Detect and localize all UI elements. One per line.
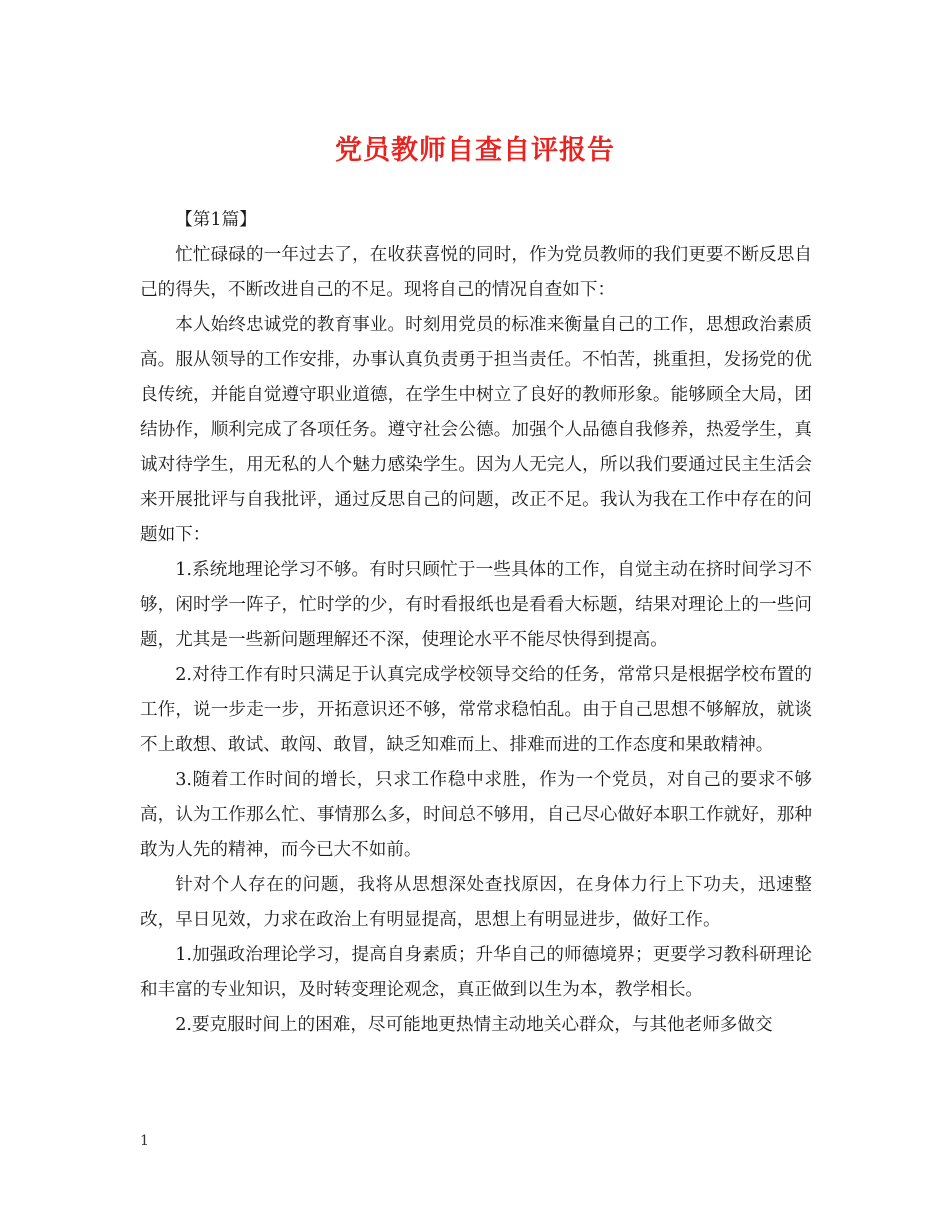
paragraph: 本人始终忠诚党的教育事业。时刻用党员的标准来衡量自己的工作，思想政治素质高。服从领导的工作安排，办事认真负责勇于担当责任。不怕苦，挑重担，发扬党的优良传统，并能自觉遵守职业道德，在学生中树立了良好的教师形象。能够顾全大局，团结协作，顺利完成了各项任务。遵守社会公德。加强个人品德自我修养，热爱学生，真诚对待学生，用无私的人个魅力感染学生。因为人无完人，所以我们要通过民主生活会来开展批评与自我批评，通过反思自己的问题，改正不足。我认为我在工作中存在的问题如下：: [140, 315, 812, 545]
paragraph: 1.系统地理论学习不够。有时只顾忙于一些具体的工作，自觉主动在挤时间学习不够，闲时学一阵子，忙时学的少，有时看报纸也是看看大标题，结果对理论上的一些问题，尤其是一些新问题理解还不深，使理论水平不能尽快得到提高。: [140, 560, 812, 650]
paragraph: 针对个人存在的问题，我将从思想深处查找原因，在身体力行上下功夫，迅速整改，早日见效，力求在政治上有明显提高，思想上有明显进步，做好工作。: [140, 875, 812, 930]
paragraph: 1.加强政治理论学习，提高自身素质；升华自己的师德境界；更要学习教科研理论和丰富的专业知识，及时转变理论观念，真正做到以生为本，教学相长。: [140, 945, 812, 1000]
paragraph: 2.要克服时间上的困难，尽可能地更热情主动地关心群众，与其他老师多做交: [175, 1015, 773, 1035]
paragraph: 3.随着工作时间的增长，只求工作稳中求胜，作为一个党员，对自己的要求不够高，认为工作那么忙、事情那么多，时间总不够用，自己尽心做好本职工作就好，那种敢为人先的精神，而今已大不如前。: [140, 770, 812, 860]
document-body: [140, 203, 812, 1043]
page-title: 党员教师自查自评报告: [335, 135, 615, 166]
paragraph: 2.对待工作有时只满足于认真完成学校领导交给的任务，常常只是根据学校布置的工作，说一步走一步，开拓意识还不够，常常求稳怕乱。由于自己思想不够解放，就谈不上敢想、敢试、敢闯、敢冒，缺乏知难而上、排难而进的工作态度和果敢精神。: [140, 665, 812, 755]
paragraph: 忙忙碌碌的一年过去了，在收获喜悦的同时，作为党员教师的我们更要不断反思自己的得失，不断改进自己的不足。现将自己的情况自查如下：: [140, 245, 812, 300]
section-label: 【第1篇】: [175, 210, 257, 230]
page-number: 1: [140, 1133, 149, 1149]
